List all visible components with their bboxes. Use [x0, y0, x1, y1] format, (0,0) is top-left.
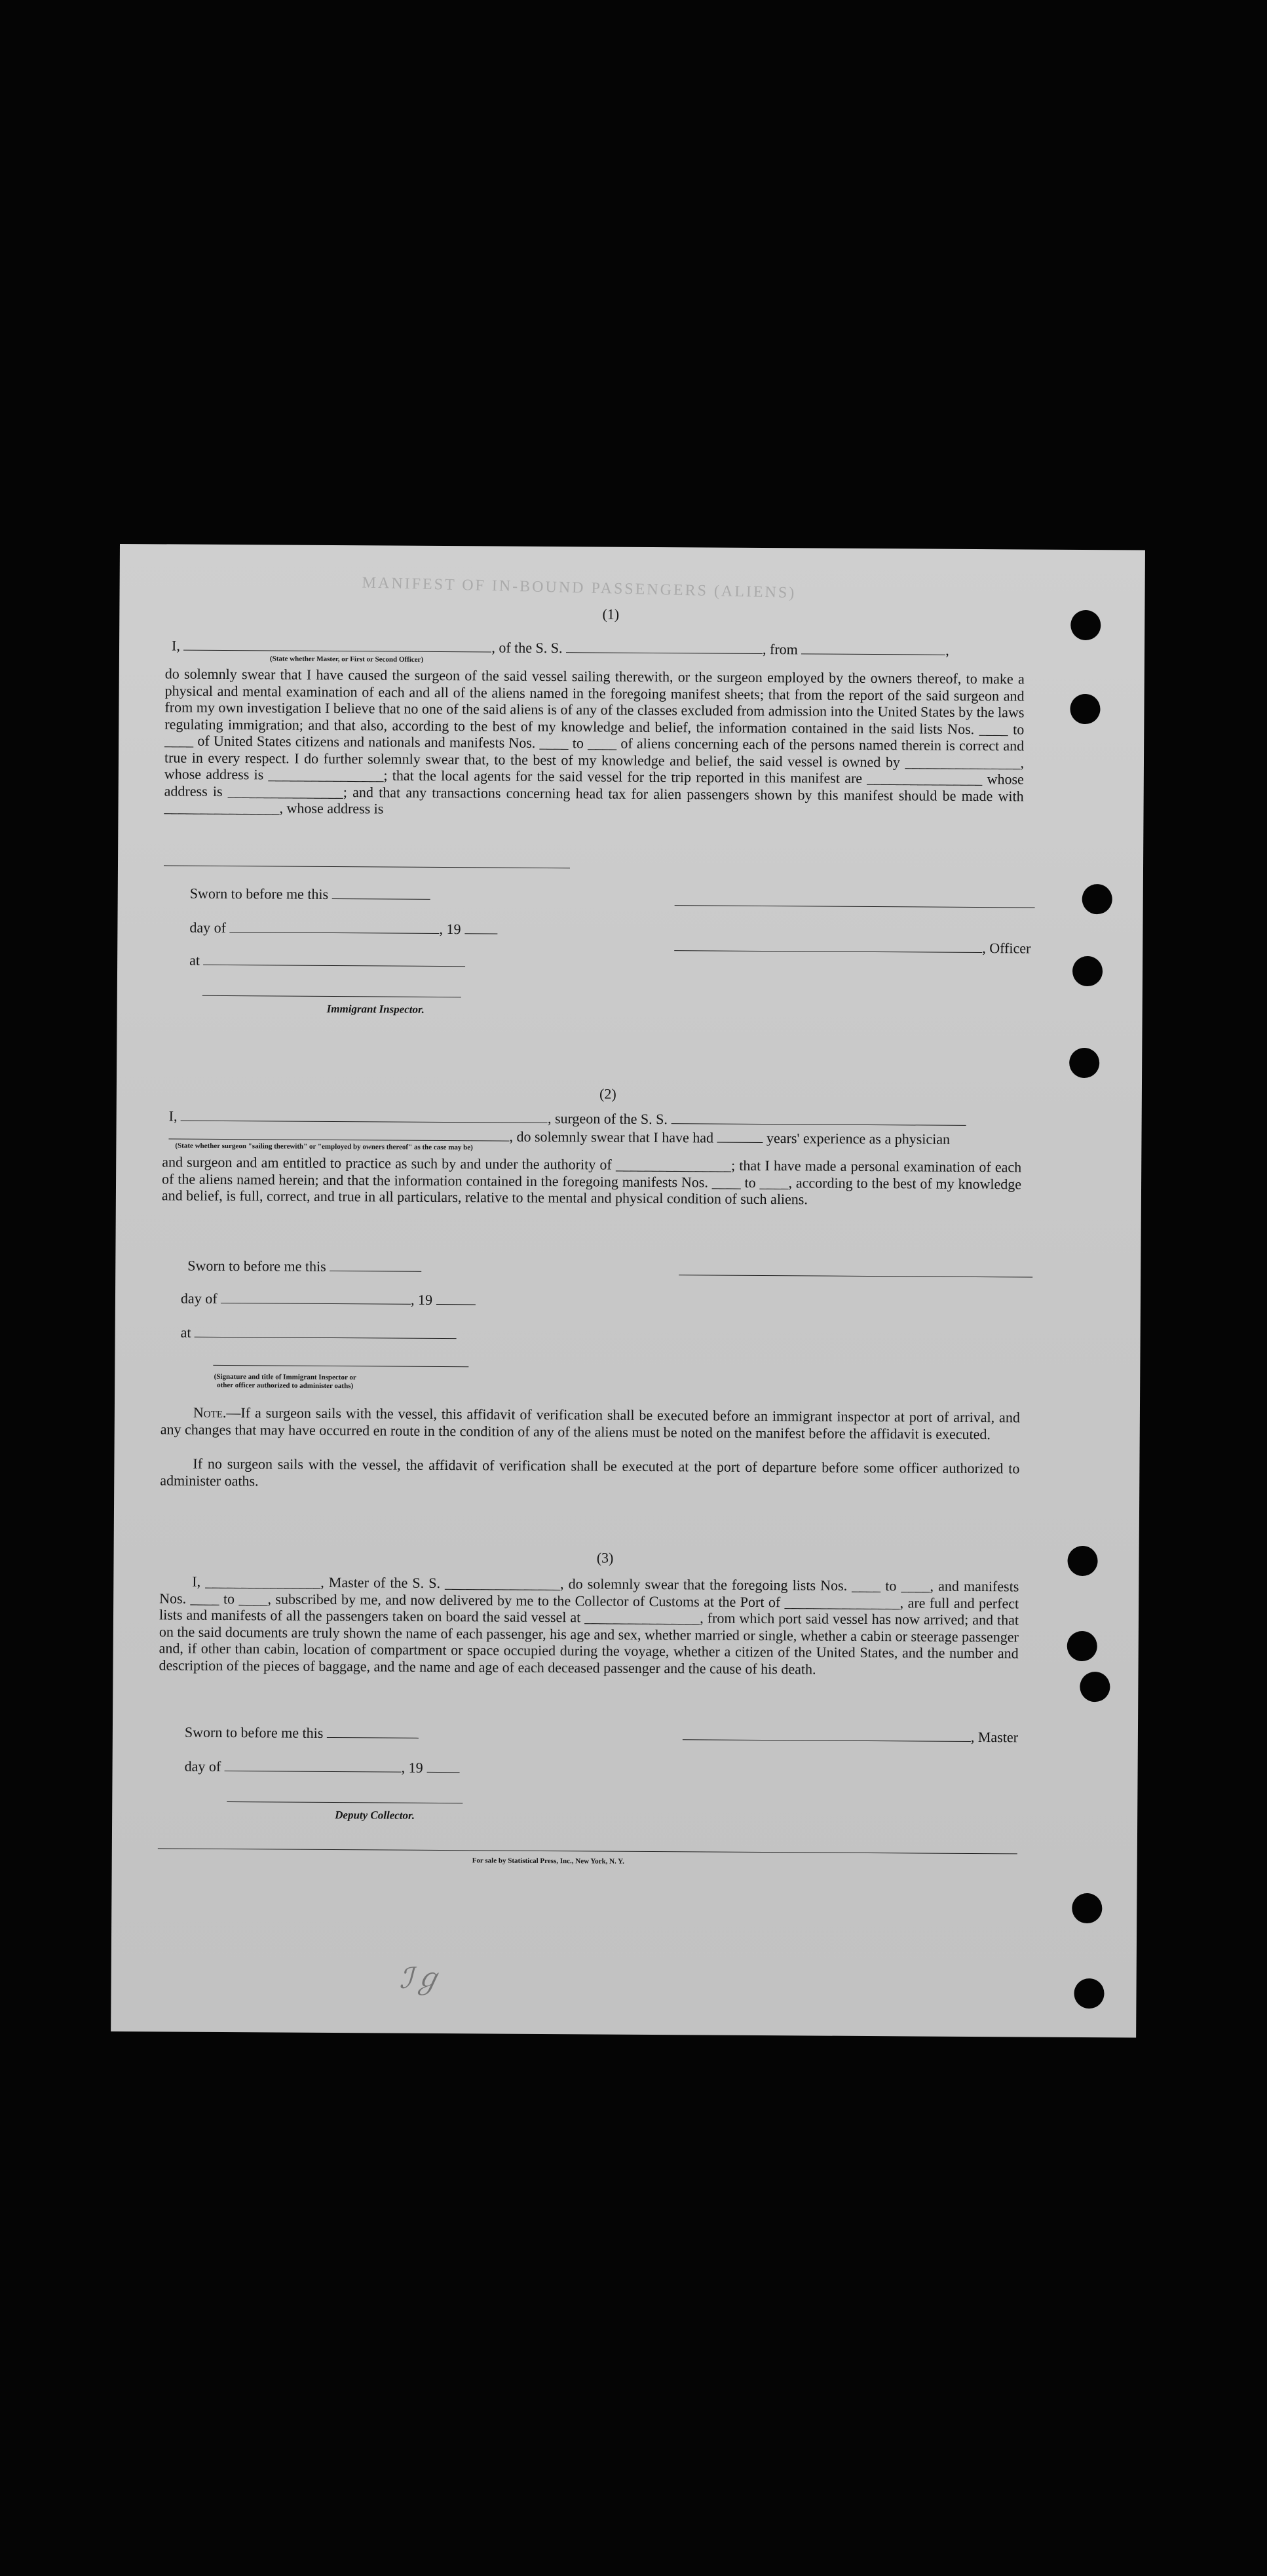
section-3-collector-label: Deputy Collector. [335, 1809, 415, 1822]
section-1-officer-line: , Officer [674, 938, 1031, 957]
binder-hole [1072, 956, 1103, 986]
footer-printer-line: For sale by Statistical Press, Inc., New York, N. Y. [472, 1856, 624, 1866]
section-1-inspector-label: Immigrant Inspector. [326, 1002, 425, 1016]
section-1-oath-line: I, , of the S. S. , from , [171, 637, 949, 659]
binder-hole [1069, 1048, 1099, 1078]
binder-hole [1067, 1631, 1097, 1661]
binder-hole [1072, 1893, 1102, 1923]
section-3-collector-rule [227, 1801, 463, 1803]
section-1-end-rule [164, 865, 570, 868]
section-2-sworn-label: Sworn to before me this [187, 1258, 421, 1276]
section-1-day-line: day of , 19 [189, 919, 497, 938]
section-3-oath-text: I, ________________, Master of the S. S. ________________, do solemnly swear that the foregoing lists Nos. ____ to ____, and manifests Nos. ____ to ____, subscribed by me, and now delivered by me to the Collector of Customs at the Port of ________________, are full and perfect lists and manifests of all the passengers taken on board the said vessel at ________________, from which port said vessel has now arrived; and that on the said documents are truly shown the name of each passenger, his age and sex, whether married or single, whether a cabin or steerage passenger and, if other than cabin, location of compartment or space occupied during the voyage, whether a citizen of the United States, and the number and description of the pieces of baggage, and the name and age of each deceased passenger and the cause of his death. [159, 1573, 1019, 1678]
section-2-role-note: (State whether surgeon "sailing therewith" or "employed by owners thereof" as the case may be) [175, 1142, 473, 1152]
binder-hole [1067, 1546, 1097, 1576]
binder-hole [1080, 1672, 1110, 1702]
binder-hole [1070, 694, 1100, 724]
binder-hole [1082, 884, 1112, 914]
section-2-signature-rule [679, 1275, 1032, 1277]
form-sheet [111, 544, 1145, 2038]
section-2-number: (2) [599, 1085, 616, 1102]
section-3-number: (3) [596, 1549, 614, 1566]
section-3-sworn-label: Sworn to before me this [185, 1724, 419, 1742]
section-3-master-line: , Master [683, 1727, 1018, 1746]
section-2-inspector-rule [213, 1365, 468, 1367]
binder-hole [1070, 610, 1101, 640]
binder-hole [1074, 1978, 1104, 2009]
section-2-oath-text: and surgeon and am entitled to practice as such by and under the authority of ________________; that I have made a personal examination of each of the aliens named herein; and that the information contained in the foregoing manifests Nos. ____ to ____, according to the best of my knowledge and belief, is full, correct, and true in all particulars, relative to the mental and physical condition of such aliens. [161, 1153, 1022, 1208]
section-1-signature-rule [675, 905, 1035, 908]
section-3-day-line: day of , 19 [185, 1758, 460, 1777]
section-1-inspector-rule [202, 995, 461, 997]
footer-rule [158, 1848, 1017, 1854]
section-2-note-continued: If no surgeon sails with the vessel, the affidavit of verification shall be executed at the port of departure before some officer authorized to administer oaths. [160, 1455, 1020, 1489]
section-2-signature-note: (Signature and title of Immigrant Inspector or other officer authorized to administer oaths) [214, 1372, 356, 1391]
bleed-through-signature: ℐℊ [399, 1961, 442, 1996]
section-1-oath-text: do solemnly swear that I have caused the surgeon of the said vessel sailing therewith, or the surgeon employed by the owners thereof, to make a physical and mental examination of each and all of the aliens named in the foregoing manifest sheets; that from the report of the said surgeon and from my own investigation I believe that no one of the said aliens is of any of the classes excluded from admission into the United States by the laws regulating immigration; and that also, according to the best of my knowledge and belief, the information contained in the said lists Nos. ____ to ____ of United States citizens and nationals and manifests Nos. ____ to ____ of aliens concerning each of the persons named therein is correct and true in every respect. I do further solemnly swear that, to the best of my knowledge and belief, the said vessel is owned by ________________, whose address is ________________; that the local agents for the said vessel for the trip reported in this manifest are ________________ whose address is ________________; and that any transactions concerning head tax for alien passengers shown by this manifest should be made with ________________, whose address is [164, 665, 1025, 817]
section-2-experience-line: , do solemnly swear that I have had years' experience as a physician [168, 1126, 950, 1147]
section-1-at-line: at [189, 952, 466, 971]
section-2-day-line: day of , 19 [181, 1290, 476, 1309]
section-1-role-note: (State whether Master, or First or Second Officer) [269, 655, 424, 664]
bleed-through-header: MANIFEST OF IN-BOUND PASSENGERS (ALIENS) [362, 574, 797, 602]
section-2-oath-line: I, , surgeon of the S. S. [169, 1107, 966, 1129]
section-2-note: Note.—If a surgeon sails with the vessel, this affidavit of verification shall be executed before an immigrant inspector at port of arrival, and any changes that may have occurred en route in the condition of any of the aliens must be noted on the manifest before the affidavit is executed. [160, 1404, 1020, 1442]
section-1-sworn-label: Sworn to before me this [190, 885, 430, 904]
section-1-number: (1) [602, 606, 620, 623]
section-2-at-line: at [181, 1324, 457, 1343]
